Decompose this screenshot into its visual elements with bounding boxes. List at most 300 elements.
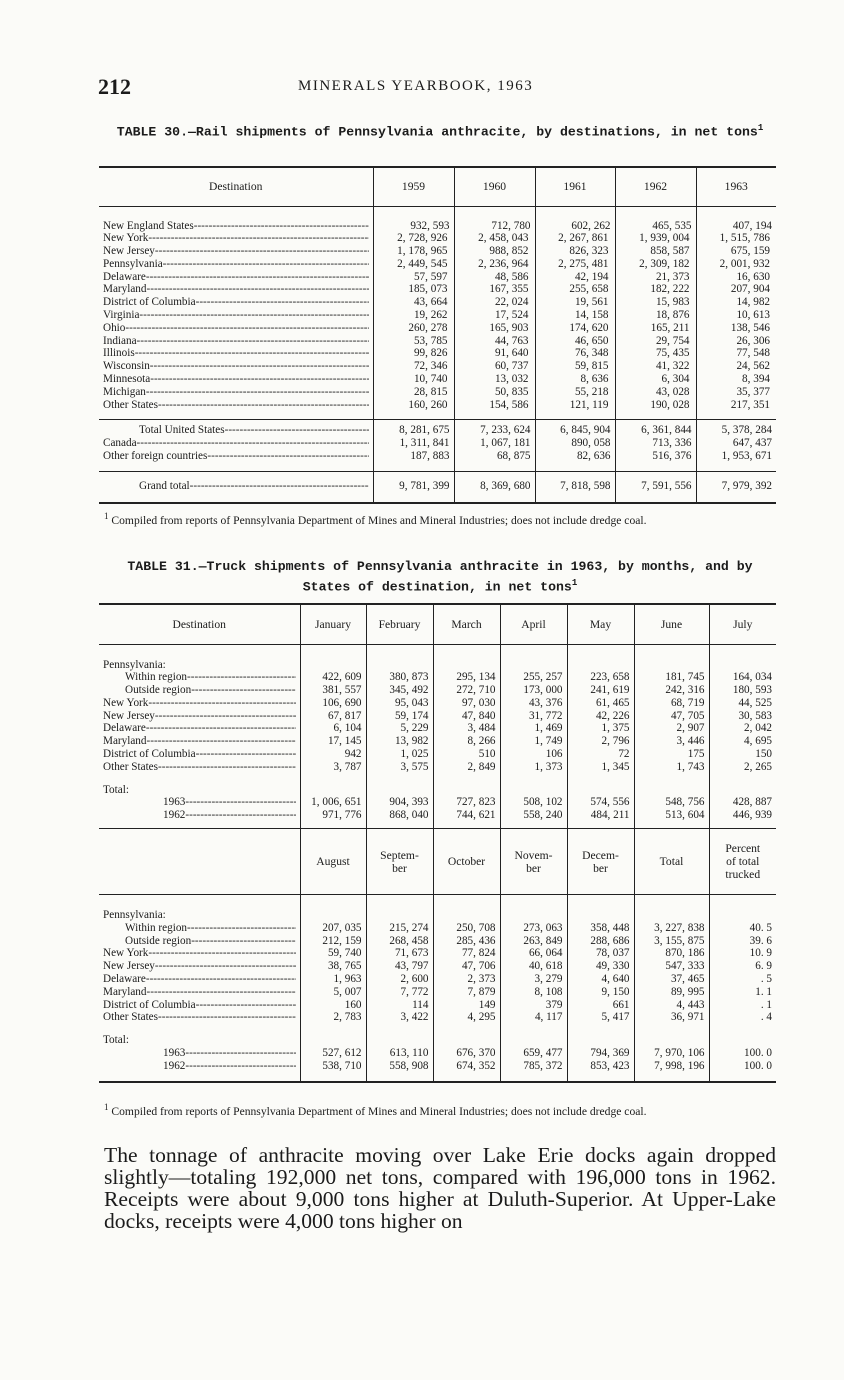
destination-cell <box>99 450 373 471</box>
value-cell <box>433 644 500 671</box>
leader-dots <box>158 399 369 411</box>
leader-dots <box>146 973 296 985</box>
destination-label: Pennsylvania ----- <box>103 258 369 271</box>
value-cell: 121, 119 <box>535 399 615 420</box>
value-cell: 2, 275, 481 <box>535 258 615 271</box>
value-cell: 49, 330 <box>567 960 634 973</box>
value-cell: 82, 636 <box>535 450 615 471</box>
value-cell: 558, 908 <box>366 1060 433 1082</box>
destination-label: Michigan ----- <box>103 386 369 399</box>
value-cell <box>500 644 567 671</box>
page-number: 212 <box>98 74 131 99</box>
value-cell: 2, 001, 932 <box>696 258 776 271</box>
value-cell: 154, 586 <box>454 399 535 420</box>
destination-label: Maryland ----- <box>103 735 296 748</box>
value-cell <box>500 774 567 797</box>
column-header: January <box>300 604 366 644</box>
value-cell: 288, 686 <box>567 935 634 948</box>
value-cell: 853, 423 <box>567 1060 634 1082</box>
destination-label: District of Columbia ----- <box>103 296 369 309</box>
destination-cell <box>99 735 300 748</box>
value-cell: 407, 194 <box>696 206 776 232</box>
value-cell: 7, 772 <box>366 986 433 999</box>
table-row <box>99 386 776 399</box>
leader-dots <box>185 796 295 808</box>
destination-label: Within region ----- <box>103 922 296 935</box>
leader-dots <box>146 722 296 734</box>
value-cell: 2, 458, 043 <box>454 232 535 245</box>
table-row <box>99 1011 776 1024</box>
value-cell: 44, 525 <box>709 697 776 710</box>
footnote-text: Compiled from reports of Pennsylvania Department of Mines and Mineral Industries; does not include dredge coal. <box>111 1104 647 1118</box>
destination-cell <box>99 671 300 684</box>
value-cell: 1, 953, 671 <box>696 450 776 471</box>
value-cell: 381, 557 <box>300 684 366 697</box>
destination-cell <box>99 960 300 973</box>
value-cell: 217, 351 <box>696 399 776 420</box>
value-cell: 167, 355 <box>454 283 535 296</box>
table-row <box>99 360 776 373</box>
value-cell: . 4 <box>709 1011 776 1024</box>
destination-label: Canada ----- <box>103 437 369 450</box>
destination-label: 1962 ----- <box>103 809 296 822</box>
table-row <box>99 373 776 386</box>
value-cell: 988, 852 <box>454 245 535 258</box>
table-row <box>99 450 776 471</box>
destination-cell <box>99 283 373 296</box>
destination-label: Maryland ----- <box>103 283 369 296</box>
value-cell: 76, 348 <box>535 347 615 360</box>
table-row <box>99 761 776 774</box>
value-cell: 358, 448 <box>567 922 634 935</box>
value-cell: 942 <box>300 748 366 761</box>
value-cell: 2, 449, 545 <box>373 258 454 271</box>
destination-cell <box>99 796 300 809</box>
value-cell: 4, 117 <box>500 1011 567 1024</box>
table-row <box>99 722 776 735</box>
leader-dots <box>135 347 369 359</box>
value-cell: 1, 743 <box>634 761 709 774</box>
value-cell: 2, 728, 926 <box>373 232 454 245</box>
value-cell: 55, 218 <box>535 386 615 399</box>
destination-label: Outside region ----- <box>103 935 296 948</box>
destination-cell <box>99 335 373 348</box>
value-cell: 57, 597 <box>373 271 454 284</box>
destination-cell <box>99 999 300 1012</box>
column-header: May <box>567 604 634 644</box>
value-cell: 17, 524 <box>454 309 535 322</box>
value-cell: 100. 0 <box>709 1047 776 1060</box>
value-cell: 255, 658 <box>535 283 615 296</box>
value-cell <box>709 644 776 671</box>
table-row <box>99 347 776 360</box>
destination-cell <box>99 935 300 948</box>
value-cell: 744, 621 <box>433 809 500 828</box>
destination-cell <box>99 232 373 245</box>
value-cell: 207, 035 <box>300 922 366 935</box>
value-cell: 1, 345 <box>567 761 634 774</box>
table-row <box>99 322 776 335</box>
destination-label: Indiana ----- <box>103 335 369 348</box>
value-cell: 72, 346 <box>373 360 454 373</box>
value-cell: 36, 971 <box>634 1011 709 1024</box>
destination-label: District of Columbia ----- <box>103 748 296 761</box>
leader-dots <box>155 245 369 257</box>
value-cell: 647, 437 <box>696 437 776 450</box>
leader-dots <box>196 296 369 308</box>
value-cell: 2, 907 <box>634 722 709 735</box>
destination-cell <box>99 697 300 710</box>
value-cell: 260, 278 <box>373 322 454 335</box>
value-cell: 527, 612 <box>300 1047 366 1060</box>
leader-dots <box>225 424 369 436</box>
column-header: Decem- ber <box>567 829 634 895</box>
value-cell: 164, 034 <box>709 671 776 684</box>
value-cell <box>300 895 366 922</box>
value-cell: 255, 257 <box>500 671 567 684</box>
value-cell: 60, 737 <box>454 360 535 373</box>
table-30-label: TABLE 30. <box>116 124 189 140</box>
value-cell: 3, 279 <box>500 973 567 986</box>
table-row <box>99 796 776 809</box>
value-cell: 674, 352 <box>433 1060 500 1082</box>
value-cell: 890, 058 <box>535 437 615 450</box>
value-cell: 675, 159 <box>696 245 776 258</box>
table-row <box>99 999 776 1012</box>
value-cell: 10. 9 <box>709 947 776 960</box>
value-cell: 794, 369 <box>567 1047 634 1060</box>
value-cell: 2, 265 <box>709 761 776 774</box>
value-cell: 1, 311, 841 <box>373 437 454 450</box>
destination-label: Total United States ----- <box>103 424 369 437</box>
table-30-header <box>99 167 776 206</box>
leader-dots <box>185 1060 295 1072</box>
value-cell: 2, 600 <box>366 973 433 986</box>
table-31-label: TABLE 31. <box>127 559 199 574</box>
column-header: October <box>433 829 500 895</box>
destination-cell <box>99 761 300 774</box>
destination-cell <box>99 1047 300 1060</box>
value-cell: 182, 222 <box>615 283 696 296</box>
value-cell: 67, 817 <box>300 710 366 723</box>
value-cell: 659, 477 <box>500 1047 567 1060</box>
destination-cell <box>99 386 373 399</box>
leader-dots <box>148 947 295 959</box>
value-cell: 932, 593 <box>373 206 454 232</box>
destination-cell <box>99 1060 300 1082</box>
value-cell: 26, 306 <box>696 335 776 348</box>
value-cell: 50, 835 <box>454 386 535 399</box>
value-cell: 59, 740 <box>300 947 366 960</box>
footnote-marker: 1 <box>757 123 764 133</box>
value-cell: 2, 796 <box>567 735 634 748</box>
destination-label: New Jersey ----- <box>103 960 296 973</box>
column-header: Destination <box>99 604 300 644</box>
value-cell: 1, 749 <box>500 735 567 748</box>
destination-label: Wisconsin ----- <box>103 360 369 373</box>
table-31-title: —Truck shipments of Pennsylvania anthracite in 1963, by months, and by States of destination, in net tons <box>198 559 753 595</box>
value-cell: 43, 797 <box>366 960 433 973</box>
table-31-caption <box>104 559 776 595</box>
value-cell: . 1 <box>709 999 776 1012</box>
value-cell: 47, 840 <box>433 710 500 723</box>
destination-label: Pennsylvania: <box>103 909 166 922</box>
column-header: 1961 <box>535 167 615 206</box>
value-cell <box>709 774 776 797</box>
value-cell: 190, 028 <box>615 399 696 420</box>
value-cell <box>433 774 500 797</box>
destination-cell <box>99 710 300 723</box>
value-cell: 13, 032 <box>454 373 535 386</box>
value-cell <box>567 1024 634 1047</box>
destination-cell <box>99 986 300 999</box>
table-row <box>99 697 776 710</box>
table-header-row <box>99 604 776 644</box>
value-cell: 2, 236, 964 <box>454 258 535 271</box>
destination-label: Illinois ----- <box>103 347 369 360</box>
table-row <box>99 809 776 828</box>
value-cell: 661 <box>567 999 634 1012</box>
leader-dots <box>150 360 369 372</box>
table-row <box>99 399 776 420</box>
table-row <box>99 232 776 245</box>
value-cell: 345, 492 <box>366 684 433 697</box>
leader-dots <box>139 309 368 321</box>
value-cell: 39. 6 <box>709 935 776 948</box>
value-cell: 3, 422 <box>366 1011 433 1024</box>
table-row <box>99 671 776 684</box>
value-cell: 185, 073 <box>373 283 454 296</box>
value-cell: 3, 446 <box>634 735 709 748</box>
table-row <box>99 935 776 948</box>
table-row <box>99 922 776 935</box>
table-row <box>99 296 776 309</box>
value-cell: 78, 037 <box>567 947 634 960</box>
footnote-marker: 1 <box>104 511 109 521</box>
leader-dots <box>190 480 369 492</box>
value-cell: 574, 556 <box>567 796 634 809</box>
value-cell: 1, 515, 786 <box>696 232 776 245</box>
value-cell: 727, 823 <box>433 796 500 809</box>
leader-dots <box>147 986 296 998</box>
column-header-blank <box>99 829 300 895</box>
value-cell <box>366 1024 433 1047</box>
value-cell: 59, 815 <box>535 360 615 373</box>
value-cell: 263, 849 <box>500 935 567 948</box>
table-row <box>99 335 776 348</box>
leader-dots <box>155 710 296 722</box>
value-cell: 2, 849 <box>433 761 500 774</box>
value-cell <box>709 895 776 922</box>
destination-label: New England States ----- <box>103 220 369 233</box>
value-cell: 15, 983 <box>615 296 696 309</box>
value-cell: 2, 042 <box>709 722 776 735</box>
value-cell <box>300 774 366 797</box>
value-cell: 187, 883 <box>373 450 454 471</box>
value-cell: 5, 378, 284 <box>696 420 776 437</box>
destination-label: New Jersey ----- <box>103 245 369 258</box>
table-30 <box>99 166 776 504</box>
value-cell <box>634 895 709 922</box>
value-cell: 3, 227, 838 <box>634 922 709 935</box>
destination-cell <box>99 684 300 697</box>
destination-label: Total: <box>103 1034 129 1047</box>
destination-cell <box>99 206 373 232</box>
destination-cell <box>99 420 373 437</box>
table-row <box>99 283 776 296</box>
value-cell: 46, 650 <box>535 335 615 348</box>
column-header: 1959 <box>373 167 454 206</box>
table-row <box>99 644 776 671</box>
value-cell: 30, 583 <box>709 710 776 723</box>
value-cell: 40. 5 <box>709 922 776 935</box>
destination-label: Other foreign countries ----- <box>103 450 369 463</box>
column-header: February <box>366 604 433 644</box>
destination-label: New Jersey ----- <box>103 710 296 723</box>
value-cell: 1, 963 <box>300 973 366 986</box>
value-cell: 43, 028 <box>615 386 696 399</box>
value-cell: 273, 063 <box>500 922 567 935</box>
destination-label: Pennsylvania: <box>103 658 166 671</box>
leader-dots <box>194 220 369 232</box>
value-cell: 484, 211 <box>567 809 634 828</box>
value-cell: 971, 776 <box>300 809 366 828</box>
value-cell: 47, 706 <box>433 960 500 973</box>
value-cell: 7, 591, 556 <box>615 471 696 503</box>
value-cell <box>567 644 634 671</box>
value-cell: 9, 781, 399 <box>373 471 454 503</box>
value-cell: 43, 664 <box>373 296 454 309</box>
value-cell: 8, 636 <box>535 373 615 386</box>
value-cell: 173, 000 <box>500 684 567 697</box>
value-cell: 66, 064 <box>500 947 567 960</box>
value-cell: 548, 756 <box>634 796 709 809</box>
destination-label: District of Columbia ----- <box>103 999 296 1012</box>
value-cell: 250, 708 <box>433 922 500 935</box>
table-row <box>99 735 776 748</box>
destination-cell <box>99 360 373 373</box>
destination-cell <box>99 471 373 503</box>
value-cell: 3, 575 <box>366 761 433 774</box>
column-header: March <box>433 604 500 644</box>
value-cell: 8, 394 <box>696 373 776 386</box>
destination-label: 1963 ----- <box>103 796 296 809</box>
leader-dots <box>191 684 295 696</box>
value-cell: 72 <box>567 748 634 761</box>
value-cell: 99, 826 <box>373 347 454 360</box>
destination-label: Delaware ----- <box>103 973 296 986</box>
value-cell <box>709 1024 776 1047</box>
value-cell: 174, 620 <box>535 322 615 335</box>
value-cell: 422, 609 <box>300 671 366 684</box>
destination-cell <box>99 271 373 284</box>
value-cell: 676, 370 <box>433 1047 500 1060</box>
value-cell: 446, 939 <box>709 809 776 828</box>
destination-label: Grand total ----- <box>103 480 369 493</box>
destination-label: Total: <box>103 783 129 796</box>
destination-label: 1962 ----- <box>103 1060 296 1073</box>
destination-cell <box>99 347 373 360</box>
value-cell: 53, 785 <box>373 335 454 348</box>
table-30-caption <box>104 120 776 140</box>
destination-label: Outside region ----- <box>103 684 296 697</box>
value-cell: 7, 998, 196 <box>634 1060 709 1082</box>
value-cell: 17, 145 <box>300 735 366 748</box>
value-cell: 19, 262 <box>373 309 454 322</box>
value-cell: 1, 375 <box>567 722 634 735</box>
value-cell: 4, 695 <box>709 735 776 748</box>
value-cell: 8, 281, 675 <box>373 420 454 437</box>
leader-dots <box>125 322 368 334</box>
destination-cell <box>99 1024 300 1047</box>
value-cell <box>500 895 567 922</box>
value-cell: 3, 484 <box>433 722 500 735</box>
value-cell: 44, 763 <box>454 335 535 348</box>
value-cell: 904, 393 <box>366 796 433 809</box>
destination-cell <box>99 309 373 322</box>
leader-dots <box>196 748 296 760</box>
value-cell: 175 <box>634 748 709 761</box>
table-row <box>99 684 776 697</box>
value-cell <box>300 644 366 671</box>
leader-dots <box>185 809 295 821</box>
column-header: Septem- ber <box>366 829 433 895</box>
value-cell: 4, 443 <box>634 999 709 1012</box>
destination-cell <box>99 722 300 735</box>
value-cell: 19, 561 <box>535 296 615 309</box>
value-cell: 2, 267, 861 <box>535 232 615 245</box>
leader-dots <box>147 735 296 747</box>
value-cell: 547, 333 <box>634 960 709 973</box>
destination-label: Virginia ----- <box>103 309 369 322</box>
value-cell: 508, 102 <box>500 796 567 809</box>
value-cell: 7, 879 <box>433 986 500 999</box>
value-cell: 8, 369, 680 <box>454 471 535 503</box>
destination-cell <box>99 373 373 386</box>
leader-dots <box>148 697 295 709</box>
value-cell: 37, 465 <box>634 973 709 986</box>
value-cell <box>300 1024 366 1047</box>
value-cell: 106, 690 <box>300 697 366 710</box>
value-cell: 71, 673 <box>366 947 433 960</box>
value-cell: 14, 982 <box>696 296 776 309</box>
value-cell: 7, 233, 624 <box>454 420 535 437</box>
destination-cell <box>99 258 373 271</box>
leader-dots <box>147 283 369 295</box>
value-cell: 6, 104 <box>300 722 366 735</box>
value-cell: 295, 134 <box>433 671 500 684</box>
table-row <box>99 748 776 761</box>
table-30-body <box>99 206 776 503</box>
column-header: April <box>500 604 567 644</box>
value-cell: 14, 158 <box>535 309 615 322</box>
body-paragraph: The tonnage of anthracite moving over Lake Erie docks again dropped slightly—totaling 192,000 net tons, compared with 196,000 tons in 1962. Receipts were about 9,000 tons higher at Duluth-Superior. At Upper-Lake docks, receipts were 4,000 tons higher on <box>104 1143 776 1233</box>
value-cell: 1, 025 <box>366 748 433 761</box>
value-cell: 28, 815 <box>373 386 454 399</box>
destination-cell <box>99 973 300 986</box>
footnote-marker: 1 <box>571 578 578 588</box>
value-cell: 6, 845, 904 <box>535 420 615 437</box>
value-cell: 6, 304 <box>615 373 696 386</box>
value-cell: 602, 262 <box>535 206 615 232</box>
value-cell: 558, 240 <box>500 809 567 828</box>
value-cell: 7, 970, 106 <box>634 1047 709 1060</box>
table-row <box>99 710 776 723</box>
value-cell: 223, 658 <box>567 671 634 684</box>
leader-dots <box>155 960 296 972</box>
value-cell: 40, 618 <box>500 960 567 973</box>
destination-cell <box>99 895 300 922</box>
